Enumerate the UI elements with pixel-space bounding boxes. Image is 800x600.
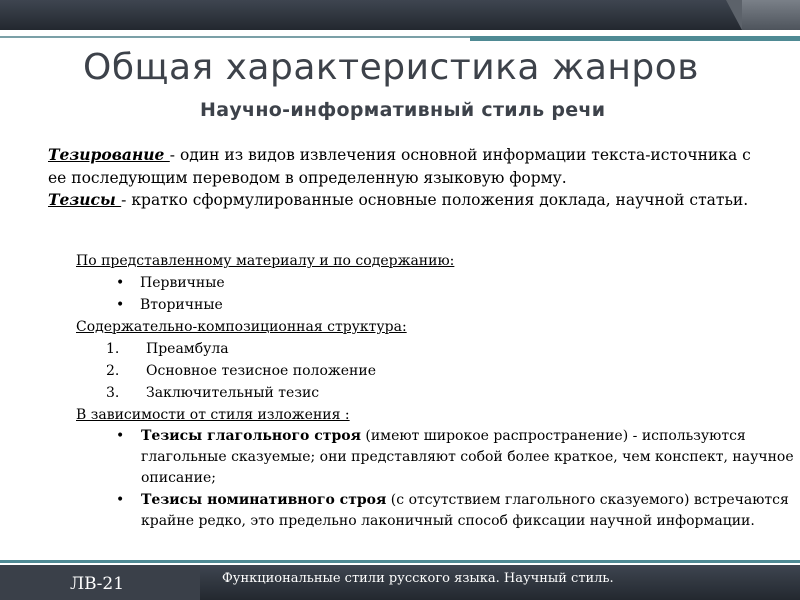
top-bar — [0, 0, 800, 30]
definition-tezirovanie — [48, 144, 768, 189]
definition-text: - кратко сформулированные основные положения доклада, научной статьи. — [121, 191, 749, 209]
definition-term: Тезисы — [48, 190, 122, 209]
list-item: • Тезисы номинативного строя (с отсутствием глагольного сказуемого) встречаются крайне редко, это предельно лаконичный способ фиксации научной информации. — [116, 492, 789, 529]
bullet-icon: • — [116, 492, 125, 508]
footer-accent-line — [0, 560, 800, 563]
definition-term: Тезирование — [48, 145, 170, 164]
slide-subtitle: Научно-информативный стиль речи — [200, 99, 606, 121]
list-item: • Тезисы глагольного строя (имеют широкое распространение) - используются глагольные сказуемые; они представляют собой более краткое, чем конспект, научное описание; — [116, 428, 794, 486]
section-heading-structure: Содержательно-композиционная структура: — [76, 319, 407, 335]
bullet-icon: • — [116, 275, 125, 291]
list-number: 2. — [106, 363, 120, 379]
definition-tezisy — [48, 189, 768, 212]
definition-text: - один из видов извлечения основной информации текста-источника с ее последующим переводом в определенную языковую форму. — [48, 146, 751, 187]
list-item: • Вторичные — [76, 294, 796, 316]
bullet-icon: • — [116, 297, 125, 313]
section-heading-material: По представленному материалу и по содержанию: — [76, 253, 455, 269]
footer-text: Функциональные стили русского языка. Научный стиль. — [222, 571, 614, 586]
footer-label: ЛВ-21 — [70, 574, 125, 594]
list-number: 1. — [106, 341, 120, 357]
header-accent-line — [470, 36, 800, 41]
classification-block — [76, 250, 796, 533]
top-bar-accent — [742, 0, 800, 30]
list-item: 1. Преамбула — [76, 338, 796, 360]
slide-title: Общая характеристика жанров — [83, 47, 700, 88]
section-heading-style: В зависимости от стиля изложения : — [76, 407, 350, 423]
list-item: • Первичные — [76, 272, 796, 294]
definitions-block — [48, 144, 768, 212]
bullet-icon: • — [116, 428, 125, 444]
list-item: 3. Заключительный тезис — [76, 382, 796, 404]
list-number: 3. — [106, 385, 120, 401]
list-item: 2. Основное тезисное положение — [76, 360, 796, 382]
